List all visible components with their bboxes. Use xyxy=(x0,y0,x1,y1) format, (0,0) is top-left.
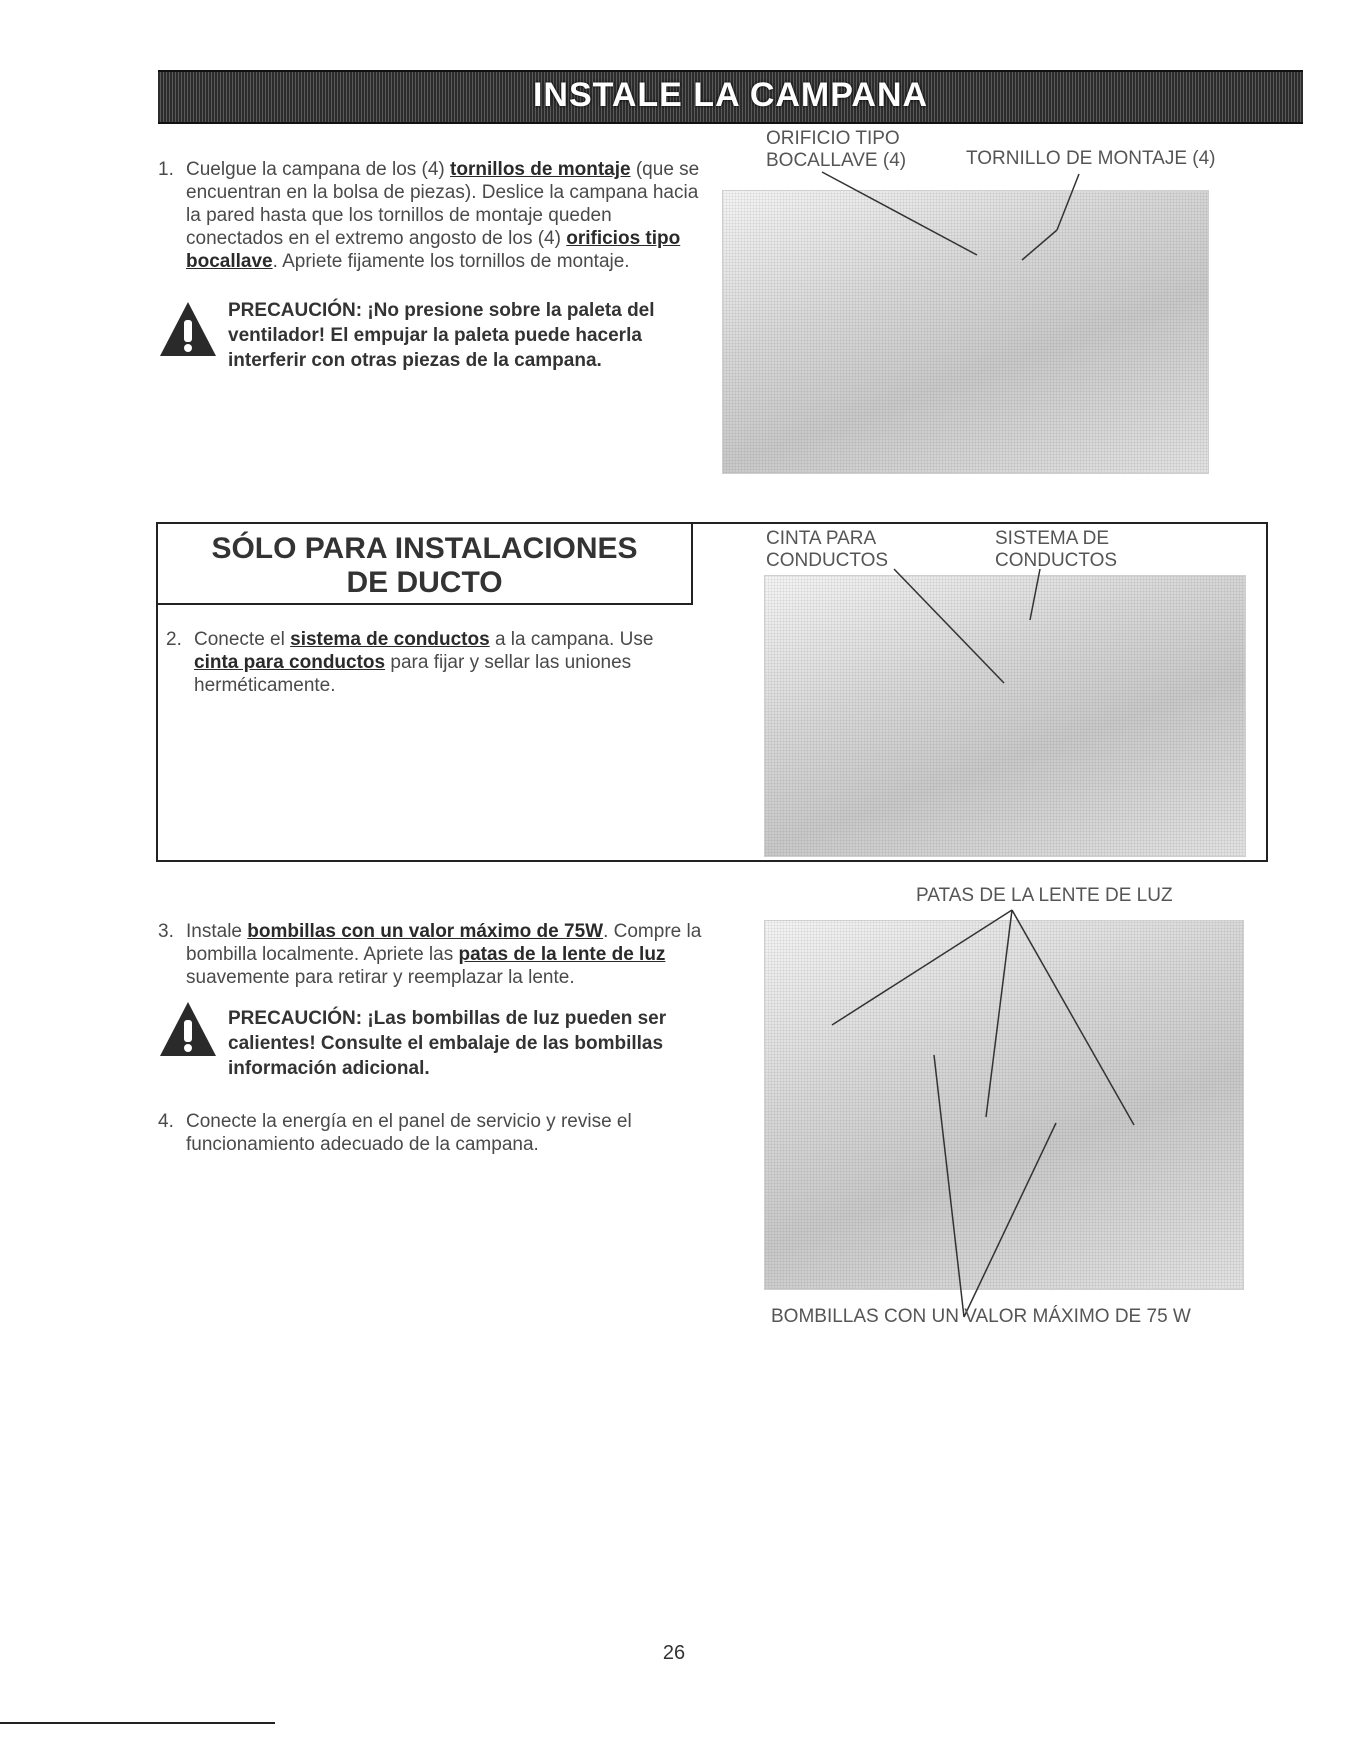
step-number: 4. xyxy=(158,1111,174,1132)
step-1 xyxy=(158,158,703,273)
keyhole-slots-term: orificios tipo bocallave xyxy=(186,228,681,272)
duct-title-line2: DE DUCTO xyxy=(346,566,503,599)
text: (que se encuentran en la bolsa de piezas). Deslice la campana hacia la pared hasta que los tornillos de montaje queden conectados en el extremo angosto de los (4) xyxy=(186,159,700,249)
text: Instale xyxy=(186,921,248,942)
text: . Compre la bombilla localmente. Apriete las xyxy=(186,921,702,965)
figure1-leader-lines xyxy=(722,170,1207,290)
duct-section-title-box xyxy=(158,524,693,605)
text: Conecte el xyxy=(194,629,291,650)
step-number: 2. xyxy=(166,629,182,650)
step-number: 1. xyxy=(158,159,174,180)
duct-system-term: sistema de conductos xyxy=(290,629,490,650)
caution-hot-bulbs: PRECAUCIÓN: ¡Las bombillas de luz pueden ser calientes! Consulte el embalaje de las bombillas información adicional. xyxy=(228,1008,667,1079)
bulbs-label: BOMBILLAS CON UN VALOR MÁXIMO DE 75 W xyxy=(771,1306,1191,1327)
label-line: CINTA PARA xyxy=(766,528,877,549)
page-number: 26 xyxy=(662,1642,686,1664)
warning-icon xyxy=(158,300,218,358)
step-text xyxy=(194,628,693,697)
step-text: Conecte la energía en el panel de servicio y revise el funcionamiento adecuado de la campana. xyxy=(186,1111,632,1155)
step-3 xyxy=(158,920,703,989)
label-line: SISTEMA DE xyxy=(995,528,1110,549)
duct-title-line1: SÓLO PARA INSTALACIONES xyxy=(211,532,638,565)
step-2 xyxy=(166,628,693,697)
label-line: CONDUCTOS xyxy=(995,550,1118,571)
text: Cuelgue la campana de los (4) xyxy=(186,159,451,180)
figure2-leader-lines xyxy=(764,565,1244,695)
mounting-screw-label: TORNILLO DE MONTAJE (4) xyxy=(966,148,1216,169)
figure3-leader-lines xyxy=(764,905,1242,1325)
lens-legs-label: PATAS DE LA LENTE DE LUZ xyxy=(916,885,1173,906)
text: suavemente para retirar y reemplazar la lente. xyxy=(186,967,575,988)
step-number: 3. xyxy=(158,921,174,942)
bulb-rating-term: bombillas con un valor máximo de 75W xyxy=(247,921,604,942)
footer-rule xyxy=(0,1722,275,1724)
label-line: ORIFICIO TIPO xyxy=(766,128,900,149)
text: para fijar y sellar las uniones herméticamente. xyxy=(194,652,632,696)
step-4 xyxy=(158,1110,703,1156)
section-header-banner xyxy=(158,70,1303,124)
step-text xyxy=(186,158,703,273)
lens-legs-term: patas de la lente de luz xyxy=(458,944,666,965)
text: a la campana. Use xyxy=(489,629,654,650)
keyhole-label xyxy=(766,128,906,172)
label-line: CONDUCTOS xyxy=(766,550,889,571)
caution-fan-blade: PRECAUCIÓN: ¡No presione sobre la paleta del ventilador! El empujar la paleta puede hacerla interferir con otras piezas de la campana. xyxy=(228,300,655,371)
label-line: BOCALLAVE (4) xyxy=(766,150,907,171)
warning-icon xyxy=(158,1000,218,1058)
step-text xyxy=(186,920,703,989)
mounting-screws-term: tornillos de montaje xyxy=(450,159,631,180)
section-title: INSTALE LA CAMPANA xyxy=(532,76,929,114)
text: . Apriete fijamente los tornillos de montaje. xyxy=(272,251,630,272)
duct-tape-term: cinta para conductos xyxy=(194,652,386,673)
